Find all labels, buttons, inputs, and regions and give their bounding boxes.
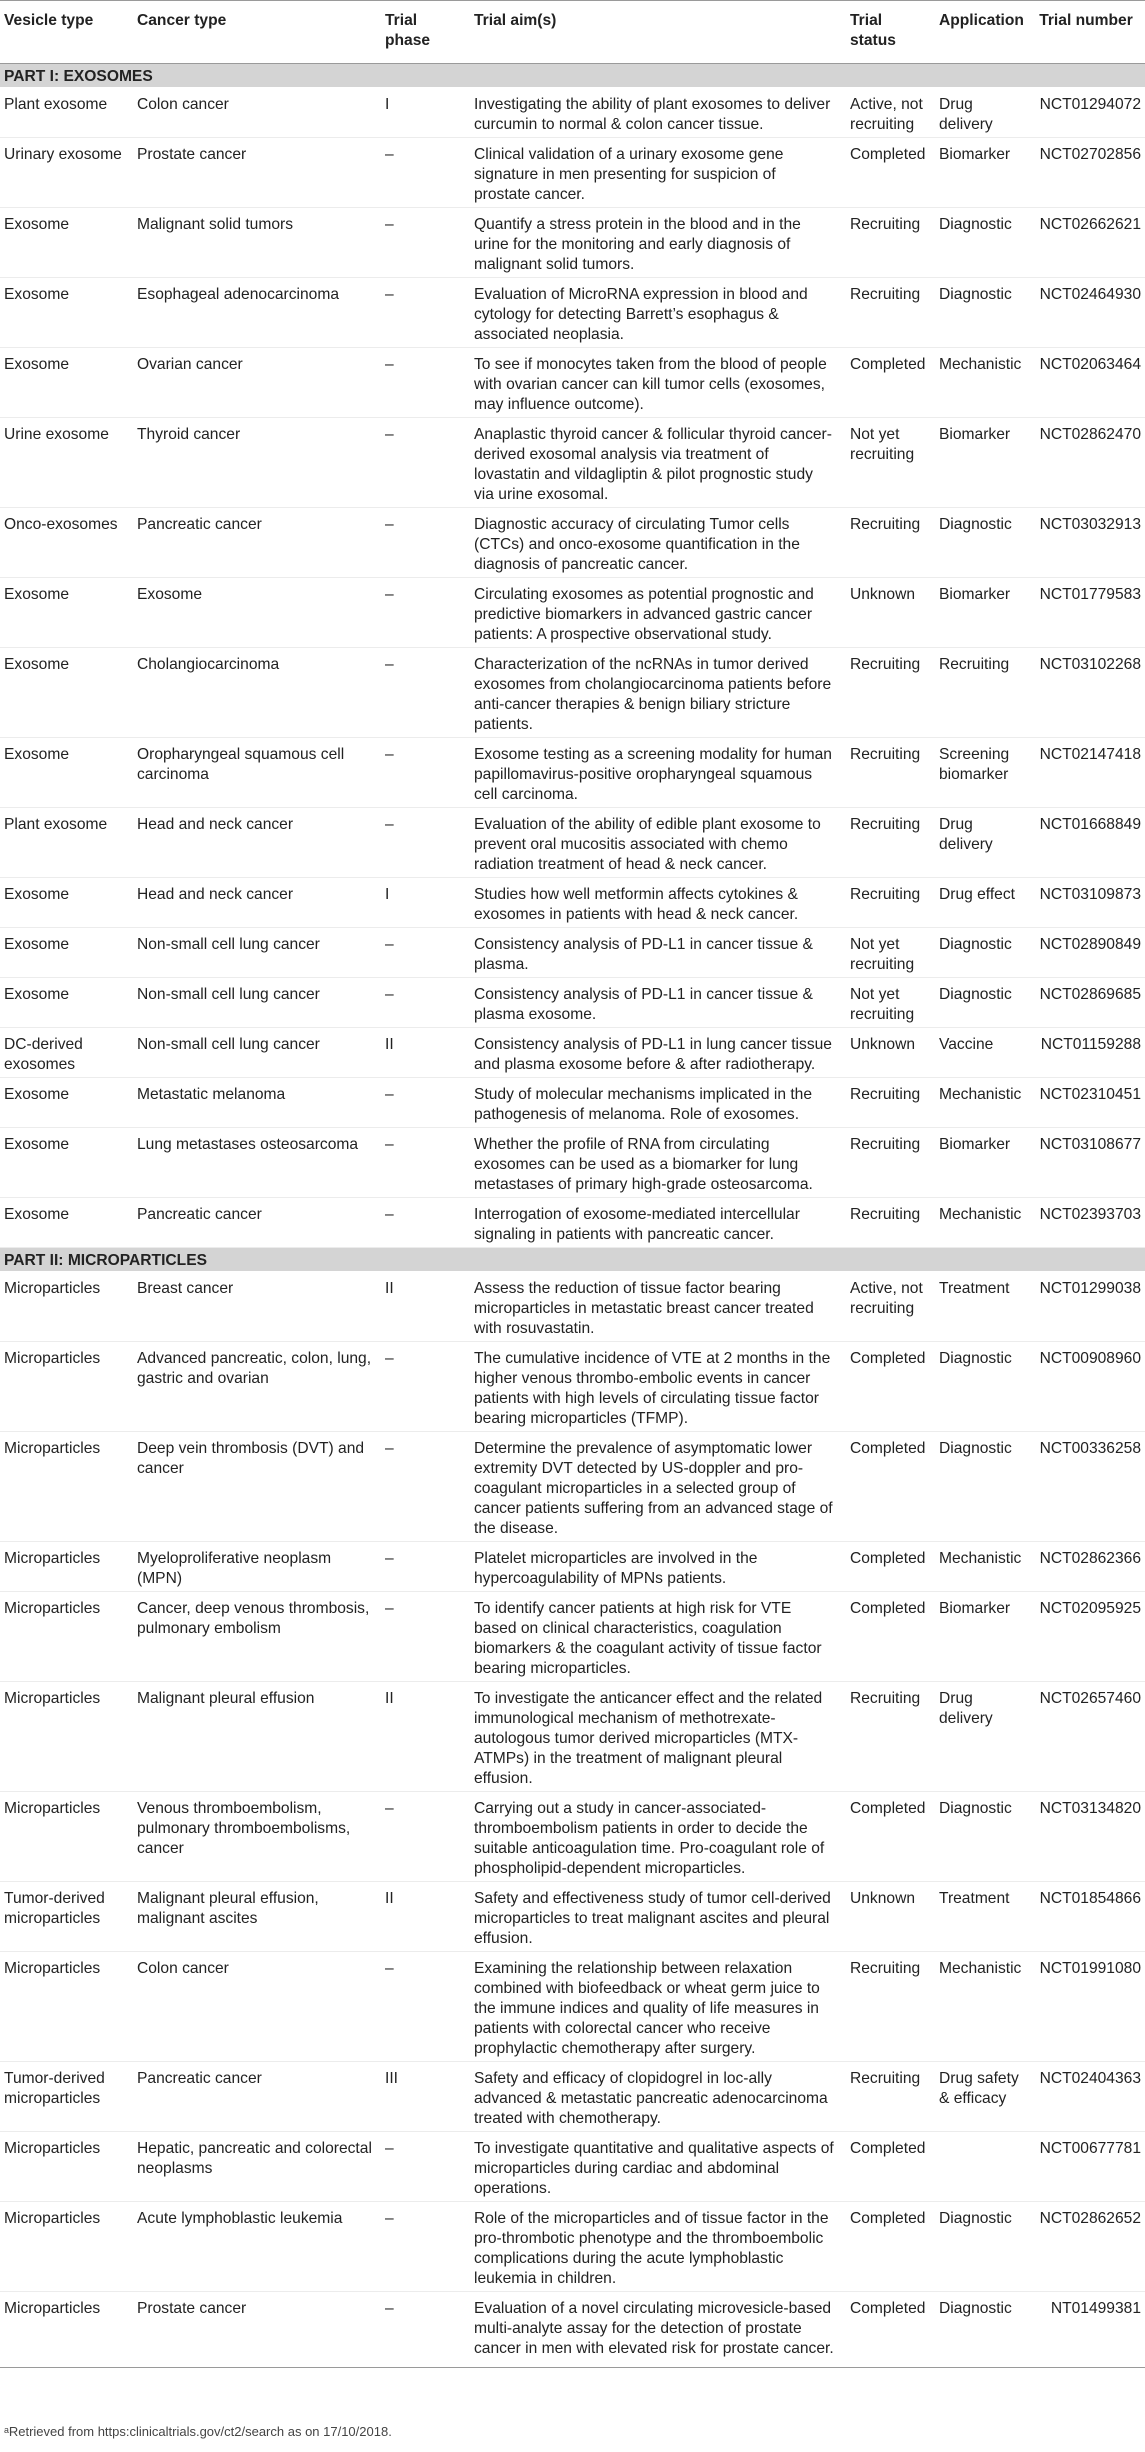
vesicle-type-cell: Exosome	[0, 348, 133, 418]
application-cell: Treatment	[935, 1272, 1029, 1342]
table-row	[0, 1198, 1145, 1248]
table-row	[0, 2062, 1145, 2132]
table-row	[0, 2202, 1145, 2292]
cancer-type-cell: Deep vein thrombosis (DVT) and cancer	[133, 1432, 381, 1542]
trial-number-cell: NCT02393703	[1029, 1198, 1145, 1248]
cancer-type-cell: Malignant pleural effusion	[133, 1682, 381, 1792]
cancer-type-cell: Non-small cell lung cancer	[133, 978, 381, 1028]
table-row	[0, 878, 1145, 928]
cancer-type-cell: Pancreatic cancer	[133, 2062, 381, 2132]
header-trial-phase: Trial phase	[381, 1, 470, 64]
trial-aim-cell: Consistency analysis of PD-L1 in cancer tissue & plasma.	[470, 928, 846, 978]
trial-number-cell: NCT01294072	[1029, 88, 1145, 138]
trial-status-cell: Recruiting	[846, 1128, 935, 1198]
application-cell: Mechanistic	[935, 348, 1029, 418]
trial-phase-cell: III	[381, 2062, 470, 2132]
vesicle-type-cell: Exosome	[0, 278, 133, 348]
trial-aim-cell: Diagnostic accuracy of circulating Tumor cells (CTCs) and onco-exosome quantification in the diagnosis of pancreatic cancer.	[470, 508, 846, 578]
cancer-type-cell: Thyroid cancer	[133, 418, 381, 508]
application-cell: Diagnostic	[935, 1342, 1029, 1432]
table-row	[0, 1342, 1145, 1432]
trial-phase-cell: II	[381, 1028, 470, 1078]
trial-status-cell: Completed	[846, 348, 935, 418]
vesicle-type-cell: Exosome	[0, 978, 133, 1028]
application-cell: Diagnostic	[935, 208, 1029, 278]
application-cell: Mechanistic	[935, 1078, 1029, 1128]
vesicle-type-cell: Microparticles	[0, 1682, 133, 1792]
trial-aim-cell: To identify cancer patients at high risk for VTE based on clinical characteristics, coagulation biomarkers & the coagulant activity of tissue factor bearing microparticles.	[470, 1592, 846, 1682]
trial-status-cell: Not yet recruiting	[846, 978, 935, 1028]
vesicle-type-cell: Microparticles	[0, 1432, 133, 1542]
trial-number-cell: NCT02095925	[1029, 1592, 1145, 1682]
table-row	[0, 508, 1145, 578]
trial-number-cell: NCT02662621	[1029, 208, 1145, 278]
trial-status-cell: Recruiting	[846, 1682, 935, 1792]
trial-status-cell: Recruiting	[846, 878, 935, 928]
vesicle-type-cell: Exosome	[0, 1078, 133, 1128]
table-row	[0, 2292, 1145, 2368]
header-trial-status: Trial status	[846, 1, 935, 64]
trial-phase-cell: –	[381, 1792, 470, 1882]
trial-aim-cell: To see if monocytes taken from the blood of people with ovarian cancer can kill tumor cells (exosomes, may influence outcome).	[470, 348, 846, 418]
vesicle-type-cell: Exosome	[0, 738, 133, 808]
trial-number-cell: NCT00908960	[1029, 1342, 1145, 1432]
vesicle-type-cell: Exosome	[0, 1198, 133, 1248]
trial-number-cell: NCT02464930	[1029, 278, 1145, 348]
vesicle-type-cell: Exosome	[0, 578, 133, 648]
vesicle-type-cell: Exosome	[0, 928, 133, 978]
table-row	[0, 1078, 1145, 1128]
trial-number-cell: NCT00677781	[1029, 2132, 1145, 2202]
application-cell: Diagnostic	[935, 978, 1029, 1028]
vesicle-type-cell: Microparticles	[0, 1542, 133, 1592]
application-cell: Biomarker	[935, 418, 1029, 508]
trial-status-cell: Not yet recruiting	[846, 928, 935, 978]
vesicle-type-cell: Microparticles	[0, 2202, 133, 2292]
application-cell: Mechanistic	[935, 1542, 1029, 1592]
trial-number-cell: NT01499381	[1029, 2292, 1145, 2368]
trial-phase-cell: –	[381, 648, 470, 738]
application-cell: Drug delivery	[935, 88, 1029, 138]
trial-status-cell: Recruiting	[846, 2062, 935, 2132]
trial-aim-cell: Consistency analysis of PD-L1 in cancer tissue & plasma exosome.	[470, 978, 846, 1028]
vesicle-type-cell: Urinary exosome	[0, 138, 133, 208]
cancer-type-cell: Malignant solid tumors	[133, 208, 381, 278]
trial-status-cell: Active, not recruiting	[846, 88, 935, 138]
application-cell: Biomarker	[935, 1592, 1029, 1682]
section-title: PART I: EXOSOMES	[0, 64, 1145, 88]
cancer-type-cell: Pancreatic cancer	[133, 1198, 381, 1248]
trial-phase-cell: –	[381, 928, 470, 978]
trial-aim-cell: Examining the relationship between relaxation combined with biofeedback or wheat germ juice to the immune indices and quality of life measures in patients with colorectal cancer who receive prophylactic chemotherapy after surgery.	[470, 1952, 846, 2062]
header-cancer-type: Cancer type	[133, 1, 381, 64]
cancer-type-cell: Head and neck cancer	[133, 878, 381, 928]
application-cell: Diagnostic	[935, 278, 1029, 348]
section-header-row	[0, 64, 1145, 88]
trial-phase-cell: –	[381, 1078, 470, 1128]
trial-aim-cell: Safety and effectiveness study of tumor cell-derived microparticles to treat malignant ascites and pleural effusion.	[470, 1882, 846, 1952]
application-cell: Mechanistic	[935, 1952, 1029, 2062]
trial-aim-cell: Study of molecular mechanisms implicated in the pathogenesis of melanoma. Role of exosomes.	[470, 1078, 846, 1128]
trial-number-cell: NCT03109873	[1029, 878, 1145, 928]
trial-aim-cell: Evaluation of the ability of edible plant exosome to prevent oral mucositis associated with chemo radiation treatment of head & neck cancer.	[470, 808, 846, 878]
trial-number-cell: NCT02862366	[1029, 1542, 1145, 1592]
table-row	[0, 348, 1145, 418]
section-title: PART II: MICROPARTICLES	[0, 1248, 1145, 1272]
table-row	[0, 418, 1145, 508]
application-cell: Diagnostic	[935, 2292, 1029, 2368]
trial-status-cell: Not yet recruiting	[846, 418, 935, 508]
application-cell: Drug effect	[935, 878, 1029, 928]
trial-status-cell: Recruiting	[846, 1078, 935, 1128]
trial-aim-cell: The cumulative incidence of VTE at 2 months in the higher venous thrombo-embolic events in cancer patients with high levels of circulating tissue factor bearing microparticles (TFMP).	[470, 1342, 846, 1432]
trial-status-cell: Recruiting	[846, 1198, 935, 1248]
trial-phase-cell: –	[381, 2132, 470, 2202]
trial-number-cell: NCT01779583	[1029, 578, 1145, 648]
trial-phase-cell: –	[381, 978, 470, 1028]
application-cell: Vaccine	[935, 1028, 1029, 1078]
application-cell: Diagnostic	[935, 1432, 1029, 1542]
trial-phase-cell: –	[381, 418, 470, 508]
header-trial-number: Trial number	[1029, 1, 1145, 64]
trial-phase-cell: –	[381, 1342, 470, 1432]
vesicle-type-cell: Tumor-derived microparticles	[0, 2062, 133, 2132]
trial-aim-cell: Determine the prevalence of asymptomatic lower extremity DVT detected by US-doppler and pro-coagulant microparticles in a selected group of cancer patients suffering from an advanced stage of the disease.	[470, 1432, 846, 1542]
application-cell: Biomarker	[935, 138, 1029, 208]
trial-phase-cell: –	[381, 1592, 470, 1682]
trial-number-cell: NCT02063464	[1029, 348, 1145, 418]
trial-status-cell: Recruiting	[846, 208, 935, 278]
table-row	[0, 1682, 1145, 1792]
trial-phase-cell: –	[381, 808, 470, 878]
trial-status-cell: Recruiting	[846, 508, 935, 578]
cancer-type-cell: Advanced pancreatic, colon, lung, gastric and ovarian	[133, 1342, 381, 1432]
vesicle-type-cell: Microparticles	[0, 2132, 133, 2202]
table-row	[0, 738, 1145, 808]
trial-status-cell: Completed	[846, 2292, 935, 2368]
cancer-type-cell: Lung metastases osteosarcoma	[133, 1128, 381, 1198]
trial-aim-cell: Safety and efficacy of clopidogrel in loc-ally advanced & metastatic pancreatic adenocarcinoma treated with chemotherapy.	[470, 2062, 846, 2132]
vesicle-type-cell: Microparticles	[0, 1952, 133, 2062]
trial-aim-cell: Investigating the ability of plant exosomes to deliver curcumin to normal & colon cancer tissue.	[470, 88, 846, 138]
cancer-type-cell: Cholangiocarcinoma	[133, 648, 381, 738]
table-row	[0, 1952, 1145, 2062]
trial-aim-cell: Circulating exosomes as potential prognostic and predictive biomarkers in advanced gastric cancer patients: A prospective observational study.	[470, 578, 846, 648]
trial-aim-cell: To investigate the anticancer effect and the related immunological mechanism of methotrexate-autologous tumor derived microparticles (MTX-ATMPs) in the treatment of malignant pleural effusion.	[470, 1682, 846, 1792]
application-cell: Diagnostic	[935, 508, 1029, 578]
trial-phase-cell: –	[381, 2292, 470, 2368]
vesicle-type-cell: Microparticles	[0, 2292, 133, 2368]
trial-aim-cell: Clinical validation of a urinary exosome gene signature in men presenting for suspicion of prostate cancer.	[470, 138, 846, 208]
trial-status-cell: Active, not recruiting	[846, 1272, 935, 1342]
trial-phase-cell: II	[381, 1882, 470, 1952]
cancer-type-cell: Non-small cell lung cancer	[133, 928, 381, 978]
table-row	[0, 138, 1145, 208]
trial-aim-cell: Carrying out a study in cancer-associated-thromboembolism patients in order to decide the suitable anticoagulation time. Pro-coagulant role of phospholipid-dependent microparticles.	[470, 1792, 846, 1882]
trial-aim-cell: Whether the profile of RNA from circulating exosomes can be used as a biomarker for lung metastases of primary high-grade osteosarcoma.	[470, 1128, 846, 1198]
trial-status-cell: Completed	[846, 2202, 935, 2292]
trial-number-cell: NCT02147418	[1029, 738, 1145, 808]
table-row	[0, 208, 1145, 278]
cancer-type-cell: Ovarian cancer	[133, 348, 381, 418]
table-row	[0, 1128, 1145, 1198]
application-cell: Screening biomarker	[935, 738, 1029, 808]
header-trial-aims: Trial aim(s)	[470, 1, 846, 64]
trial-status-cell: Completed	[846, 1432, 935, 1542]
application-cell: Biomarker	[935, 1128, 1029, 1198]
trial-status-cell: Completed	[846, 1342, 935, 1432]
trial-status-cell: Unknown	[846, 578, 935, 648]
cancer-type-cell: Myeloproliferative neoplasm (MPN)	[133, 1542, 381, 1592]
table-row	[0, 1592, 1145, 1682]
cancer-type-cell: Acute lymphoblastic leukemia	[133, 2202, 381, 2292]
trial-phase-cell: I	[381, 878, 470, 928]
application-cell: Mechanistic	[935, 1198, 1029, 1248]
table-row	[0, 2132, 1145, 2202]
trial-status-cell: Recruiting	[846, 1952, 935, 2062]
cancer-type-cell: Prostate cancer	[133, 138, 381, 208]
cancer-type-cell: Oropharyngeal squamous cell carcinoma	[133, 738, 381, 808]
vesicle-type-cell: Exosome	[0, 208, 133, 278]
trial-aim-cell: Evaluation of a novel circulating microvesicle-based multi-analyte assay for the detection of prostate cancer in men with elevated risk for prostate cancer.	[470, 2292, 846, 2368]
trial-status-cell: Unknown	[846, 1028, 935, 1078]
cancer-type-cell: Colon cancer	[133, 88, 381, 138]
vesicle-type-cell: Microparticles	[0, 1592, 133, 1682]
vesicle-type-cell: Urine exosome	[0, 418, 133, 508]
trial-phase-cell: –	[381, 348, 470, 418]
trial-number-cell: NCT01668849	[1029, 808, 1145, 878]
table-row	[0, 1882, 1145, 1952]
trial-status-cell: Recruiting	[846, 648, 935, 738]
trial-number-cell: NCT03108677	[1029, 1128, 1145, 1198]
trial-phase-cell: –	[381, 508, 470, 578]
cancer-type-cell: Cancer, deep venous thrombosis, pulmonary embolism	[133, 1592, 381, 1682]
application-cell: Drug delivery	[935, 808, 1029, 878]
table-body	[0, 64, 1145, 2368]
trial-phase-cell: –	[381, 738, 470, 808]
trial-phase-cell: –	[381, 2202, 470, 2292]
trial-aim-cell: Assess the reduction of tissue factor bearing microparticles in metastatic breast cancer treated with rosuvastatin.	[470, 1272, 846, 1342]
vesicle-type-cell: Plant exosome	[0, 88, 133, 138]
vesicle-type-cell: Exosome	[0, 878, 133, 928]
trial-aim-cell: Role of the microparticles and of tissue factor in the pro-thrombotic phenotype and the thromboembolic complications during the acute lymphoblastic leukemia in children.	[470, 2202, 846, 2292]
trial-number-cell: NCT00336258	[1029, 1432, 1145, 1542]
table-row	[0, 1028, 1145, 1078]
table-row	[0, 928, 1145, 978]
trial-status-cell: Recruiting	[846, 278, 935, 348]
trial-aim-cell: Evaluation of MicroRNA expression in blood and cytology for detecting Barrett’s esophagus & associated neoplasia.	[470, 278, 846, 348]
trial-number-cell: NCT01854866	[1029, 1882, 1145, 1952]
trial-number-cell: NCT02310451	[1029, 1078, 1145, 1128]
trial-status-cell: Completed	[846, 1542, 935, 1592]
application-cell	[935, 2132, 1029, 2202]
trial-aim-cell: Characterization of the ncRNAs in tumor derived exosomes from cholangiocarcinoma patients before anti-cancer therapies & benign biliary stricture patients.	[470, 648, 846, 738]
trial-number-cell: NCT01991080	[1029, 1952, 1145, 2062]
cancer-type-cell: Prostate cancer	[133, 2292, 381, 2368]
trial-number-cell: NCT02404363	[1029, 2062, 1145, 2132]
trial-number-cell: NCT02702856	[1029, 138, 1145, 208]
trial-number-cell: NCT03032913	[1029, 508, 1145, 578]
trial-aim-cell: Interrogation of exosome-mediated intercellular signaling in patients with pancreatic cancer.	[470, 1198, 846, 1248]
cancer-type-cell: Head and neck cancer	[133, 808, 381, 878]
trial-phase-cell: I	[381, 88, 470, 138]
cancer-type-cell: Breast cancer	[133, 1272, 381, 1342]
vesicle-type-cell: Microparticles	[0, 1272, 133, 1342]
trial-phase-cell: –	[381, 1128, 470, 1198]
trial-status-cell: Completed	[846, 1792, 935, 1882]
vesicle-type-cell: Microparticles	[0, 1792, 133, 1882]
trial-status-cell: Recruiting	[846, 738, 935, 808]
cancer-type-cell: Pancreatic cancer	[133, 508, 381, 578]
trial-phase-cell: –	[381, 578, 470, 648]
trial-number-cell: NCT03102268	[1029, 648, 1145, 738]
trial-status-cell: Completed	[846, 2132, 935, 2202]
vesicle-type-cell: Onco-exosomes	[0, 508, 133, 578]
application-cell: Diagnostic	[935, 1792, 1029, 1882]
trial-number-cell: NCT01159288	[1029, 1028, 1145, 1078]
trial-status-cell: Completed	[846, 1592, 935, 1682]
trial-phase-cell: –	[381, 1198, 470, 1248]
trial-status-cell: Unknown	[846, 1882, 935, 1952]
table-header	[0, 1, 1145, 64]
table-row	[0, 88, 1145, 138]
trial-number-cell: NCT02862652	[1029, 2202, 1145, 2292]
trial-phase-cell: II	[381, 1272, 470, 1342]
table-row	[0, 1432, 1145, 1542]
trial-number-cell: NCT02869685	[1029, 978, 1145, 1028]
vesicle-type-cell: Microparticles	[0, 1342, 133, 1432]
table-row	[0, 808, 1145, 878]
trial-number-cell: NCT01299038	[1029, 1272, 1145, 1342]
cancer-type-cell: Hepatic, pancreatic and colorectal neoplasms	[133, 2132, 381, 2202]
vesicle-type-cell: Plant exosome	[0, 808, 133, 878]
table-row	[0, 1792, 1145, 1882]
trial-status-cell: Recruiting	[846, 808, 935, 878]
table-row	[0, 278, 1145, 348]
trial-phase-cell: –	[381, 1432, 470, 1542]
application-cell: Diagnostic	[935, 928, 1029, 978]
trial-phase-cell: –	[381, 208, 470, 278]
trial-number-cell: NCT03134820	[1029, 1792, 1145, 1882]
table-row	[0, 978, 1145, 1028]
trial-phase-cell: –	[381, 1952, 470, 2062]
trial-aim-cell: Anaplastic thyroid cancer & follicular thyroid cancer-derived exosomal analysis via treatment of lovastatin and vildagliptin & pilot prognostic study via urine exosomal.	[470, 418, 846, 508]
trial-phase-cell: –	[381, 1542, 470, 1592]
table-row	[0, 648, 1145, 738]
trial-status-cell: Completed	[846, 138, 935, 208]
header-application: Application	[935, 1, 1029, 64]
cancer-type-cell: Venous thromboembolism, pulmonary thromboembolisms, cancer	[133, 1792, 381, 1882]
application-cell: Biomarker	[935, 578, 1029, 648]
table-row	[0, 1542, 1145, 1592]
application-cell: Drug delivery	[935, 1682, 1029, 1792]
vesicle-type-cell: Tumor-derived microparticles	[0, 1882, 133, 1952]
trial-number-cell: NCT02862470	[1029, 418, 1145, 508]
table-row	[0, 578, 1145, 648]
header-vesicle-type: Vesicle type	[0, 1, 133, 64]
trial-aim-cell: Consistency analysis of PD-L1 in lung cancer tissue and plasma exosome before & after radiotherapy.	[470, 1028, 846, 1078]
cancer-type-cell: Colon cancer	[133, 1952, 381, 2062]
trial-aim-cell: Quantify a stress protein in the blood and in the urine for the monitoring and early diagnosis of malignant solid tumors.	[470, 208, 846, 278]
vesicle-type-cell: Exosome	[0, 648, 133, 738]
application-cell: Drug safety & efficacy	[935, 2062, 1029, 2132]
trial-aim-cell: Exosome testing as a screening modality for human papillomavirus-positive oropharyngeal squamous cell carcinoma.	[470, 738, 846, 808]
cancer-type-cell: Malignant pleural effusion, malignant ascites	[133, 1882, 381, 1952]
cancer-type-cell: Esophageal adenocarcinoma	[133, 278, 381, 348]
trial-aim-cell: Platelet microparticles are involved in the hypercoagulability of MPNs patients.	[470, 1542, 846, 1592]
vesicle-type-cell: DC-derived exosomes	[0, 1028, 133, 1078]
trial-number-cell: NCT02890849	[1029, 928, 1145, 978]
cancer-type-cell: Metastatic melanoma	[133, 1078, 381, 1128]
table-row	[0, 1272, 1145, 1342]
trial-number-cell: NCT02657460	[1029, 1682, 1145, 1792]
table-footnote: ᵃRetrieved from https:clinicaltrials.gov/ct2/search as on 17/10/2018.	[4, 2424, 392, 2439]
section-header-row	[0, 1248, 1145, 1272]
header-row	[0, 1, 1145, 64]
trial-aim-cell: To investigate quantitative and qualitative aspects of microparticles during cardiac and abdominal operations.	[470, 2132, 846, 2202]
trial-phase-cell: –	[381, 278, 470, 348]
trial-aim-cell: Studies how well metformin affects cytokines & exosomes in patients with head & neck cancer.	[470, 878, 846, 928]
cancer-type-cell: Exosome	[133, 578, 381, 648]
vesicle-type-cell: Exosome	[0, 1128, 133, 1198]
cancer-type-cell: Non-small cell lung cancer	[133, 1028, 381, 1078]
application-cell: Treatment	[935, 1882, 1029, 1952]
application-cell: Recruiting	[935, 648, 1029, 738]
trial-phase-cell: II	[381, 1682, 470, 1792]
trial-phase-cell: –	[381, 138, 470, 208]
application-cell: Diagnostic	[935, 2202, 1029, 2292]
